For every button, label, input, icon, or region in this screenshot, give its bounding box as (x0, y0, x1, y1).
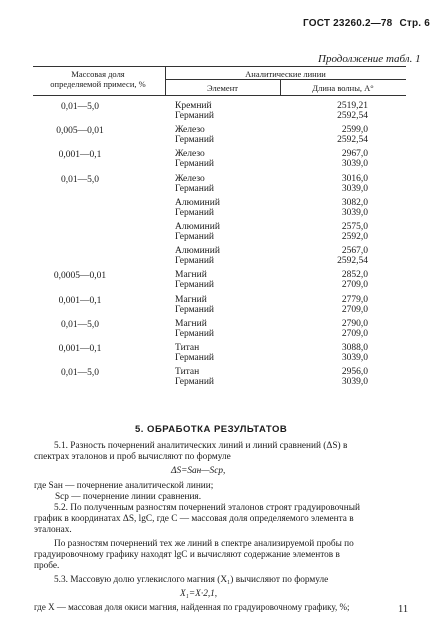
wavelength-cell: 3082,0 (341, 197, 368, 208)
table-top-rule (33, 66, 406, 67)
range-cell: 0,01—5,0 (61, 319, 99, 330)
wavelength-cell: 3039,0 (341, 207, 368, 218)
p52-line2: график в координатах ΔS, lgC, где C — массовая доля определяемого элемента в (34, 514, 354, 524)
wavelength-cell: 3039,0 (341, 183, 368, 194)
range-cell: 0,01—5,0 (61, 174, 99, 185)
wavelength-cell: 2709,0 (341, 304, 368, 315)
where2-line: где X — массовая доля окиси магния, найденная по градуировочному графику, %; (34, 602, 350, 612)
table-header-inner-rule (165, 79, 406, 80)
element-cell: Германий (175, 232, 215, 242)
wavelength-cell: 3039,0 (341, 377, 368, 388)
element-cell: Германий (175, 135, 215, 146)
element-cell: Алюминий (175, 197, 220, 208)
p52b-line2: градуировочному графику находят lgC и вычисляют содержание элементов в (34, 550, 340, 560)
standard-code: ГОСТ 23260.2—78 (303, 18, 393, 29)
element-cell: Железо (175, 149, 205, 160)
col-header-element: Элемент (207, 83, 238, 93)
element-cell: Алюминий (175, 246, 220, 257)
element-cell: Германий (175, 256, 215, 267)
wavelength-cell: 2779,0 (341, 294, 368, 305)
table-continuation-note: Продолжение табл. 1 (318, 53, 421, 65)
p52-line3: эталонах. (34, 525, 72, 535)
p51-line2: спектрах эталонов и проб вычисляют по формуле (34, 452, 231, 462)
element-cell: Алюминий (175, 222, 220, 232)
where1-line1: где Sан — почернение аналитической линии; (34, 481, 214, 491)
element-cell: Титан (175, 367, 200, 378)
element-cell: Кремний (175, 101, 212, 111)
wavelength-cell: 2599,0 (341, 125, 368, 136)
p52b-line3: пробе. (34, 561, 60, 571)
wavelength-cell: 2956,0 (341, 367, 368, 378)
col-header-fraction-line1: Массовая доля (71, 69, 125, 79)
p53-line1: 5.3. Массовую долю углекислого магния (X₁) вычисляют по формуле (54, 575, 329, 585)
col-header-lines: Аналитические линии (245, 69, 326, 79)
element-cell: Германий (175, 280, 215, 291)
range-cell: 0,001—0,1 (58, 344, 102, 354)
element-cell: Германий (175, 328, 215, 339)
p52b-line1: По разностям почернений тех же линий в спектре анализируемой пробы по (54, 539, 354, 549)
range-cell: 0,001—0,1 (58, 150, 102, 161)
p52-line1: 5.2. По полученным разностям почернений эталонов строят градуировочный (54, 503, 360, 513)
element-cell: Германий (175, 183, 215, 194)
table-header-bottom-rule (33, 95, 406, 96)
wavelength-cell: 2592,54 (337, 256, 368, 267)
range-cell: 0,01—5,0 (61, 102, 99, 112)
element-cell: Германий (175, 304, 215, 315)
section-title: 5. ОБРАБОТКА РЕЗУЛЬТАТОВ (135, 424, 288, 435)
wavelength-cell: 2709,0 (341, 328, 368, 339)
page-number: 11 (398, 604, 409, 615)
element-cell: Германий (175, 353, 215, 363)
wavelength-cell: 3039,0 (341, 353, 368, 363)
range-cell: 0,01—5,0 (61, 368, 99, 379)
wavelength-cell: 3039,0 (341, 159, 368, 170)
wavelength-cell: 2519,21 (337, 101, 368, 111)
page-label: Стр. 6 (399, 18, 430, 29)
element-cell: Германий (175, 159, 215, 170)
wavelength-cell: 2567,0 (341, 246, 368, 257)
col-header-fraction (33, 69, 163, 89)
p51-line1: 5.1. Разность почернений аналитических линий и линий сравнений (ΔS) в (54, 441, 348, 451)
element-cell: Железо (175, 173, 205, 184)
col-header-fraction-line2: определяемой примеси, % (50, 79, 146, 89)
wavelength-cell: 2592,0 (341, 232, 368, 242)
standard-header (303, 18, 430, 29)
formula-x1: X₁=X·2,1, (180, 589, 218, 599)
element-cell: Германий (175, 111, 215, 121)
element-cell: Магний (175, 270, 207, 281)
wavelength-cell: 3088,0 (341, 343, 368, 353)
element-cell: Магний (175, 294, 207, 305)
wavelength-cell: 2592,54 (337, 111, 368, 121)
range-cell: 0,001—0,1 (58, 295, 102, 306)
wavelength-cell: 2709,0 (341, 280, 368, 291)
wavelength-cell: 2790,0 (341, 318, 368, 329)
element-cell: Железо (175, 125, 205, 136)
wavelength-cell: 2967,0 (341, 149, 368, 160)
formula-delta-s: ΔS=Sан—Sср, (171, 466, 226, 476)
range-cell: 0,005—0,01 (56, 126, 104, 137)
element-cell: Германий (175, 377, 215, 388)
wavelength-cell: 3016,0 (341, 173, 368, 184)
range-cell: 0,0005—0,01 (53, 271, 107, 282)
wavelength-cell: 2592,54 (337, 135, 368, 146)
where1-line2: Sср — почернение линии сравнения. (55, 492, 202, 502)
col-header-wavelength: Длина волны, А° (312, 83, 374, 93)
wavelength-cell: 2575,0 (341, 222, 368, 232)
element-cell: Германий (175, 207, 215, 218)
wavelength-cell: 2852,0 (341, 270, 368, 281)
element-cell: Титан (175, 343, 200, 353)
element-cell: Магний (175, 318, 207, 329)
